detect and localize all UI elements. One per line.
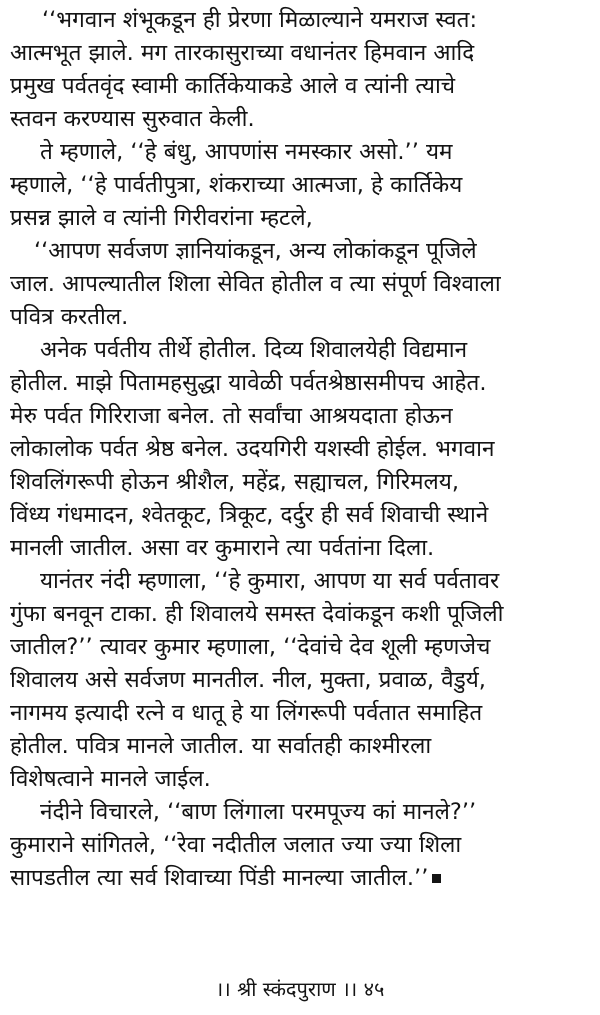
text-line: होतील. पवित्र मानले जातील. या सर्वातही काश्मीरला (10, 733, 432, 759)
text-line: लोकालोक पर्वत श्रेष्ठ बनेल. उदयगिरी यशस्वी होईल. भगवान (10, 436, 495, 462)
text-line: पवित्र करतील. (10, 304, 129, 330)
text-line: जातील?’’ त्यावर कुमार म्हणाला, ‘‘देवांचे देव शूली म्हणजेच (10, 634, 491, 660)
text-line: अनेक पर्वतीय तीर्थे होतील. दिव्य शिवालयेही विद्यमान (40, 337, 468, 363)
text-line: शिवालय असे सर्वजण मानतील. नील, मुक्ता, प्रवाळ, वैडुर्य, (10, 667, 486, 693)
text-line: मानली जातील. असा वर कुमाराने त्या पर्वतांना दिला. (10, 535, 435, 561)
text-line: ‘‘आपण सर्वजण ज्ञानियांकडून, अन्य लोकांकडून पूजिले (34, 238, 477, 264)
text-line: कुमाराने सांगितले, ‘‘रेवा नदीतील जलात ज्या ज्या शिला (10, 832, 462, 858)
text-line: मेरु पर्वत गिरिराजा बनेल. तो सर्वांचा आश्रयदाता होऊन (10, 403, 453, 429)
text-line: स्तवन करण्यास सुरुवात केली. (10, 106, 255, 132)
text-line: नागमय इत्यादी रत्ने व धातू हे या लिंगरूपी पर्वतात समाहित (10, 700, 483, 726)
text-line: जाल. आपल्यातील शिला सेवित होतील व त्या संपूर्ण विश्वाला (10, 271, 501, 297)
text-line: ‘‘भगवान शंभूकडून ही प्रेरणा मिळाल्याने यमराज स्वत: (42, 7, 478, 33)
text-line: यानंतर नंदी म्हणाला, ‘‘हे कुमारा, आपण या सर्व पर्वतावर (40, 568, 500, 594)
end-of-section-mark (432, 874, 441, 883)
body-text (10, 4, 592, 895)
text-line: विशेषत्वाने मानले जाईल. (10, 766, 211, 792)
text-line: प्रसन्न झाले व त्यांनी गिरीवरांना म्हटले, (10, 205, 313, 231)
text-line: विंध्य गंधमादन, श्वेतकूट, त्रिकूट, दर्दुर ही सर्व शिवाची स्थाने (10, 502, 489, 528)
text-line: प्रमुख पर्वतवृंद स्वामी कार्तिकेयाकडे आले व त्यांनी त्याचे (10, 73, 456, 99)
text-line: ते म्हणाले, ‘‘हे बंधु, आपणांस नमस्कार असो.’’ यम (40, 139, 453, 165)
text-line-last (10, 862, 592, 895)
text-line: म्हणाले, ‘‘हे पार्वतीपुत्रा, शंकराच्या आत्मजा, हे कार्तिकेय (10, 172, 463, 198)
text-line: आत्मभूत झाले. मग तारकासुराच्या वधानंतर हिमवान आदि (10, 40, 475, 66)
text-line: होतील. माझे पितामहसुद्धा यावेळी पर्वतश्रेष्ठासमीपच आहेत. (10, 370, 487, 396)
text-line: शिवलिंगरूपी होऊन श्रीशैल, महेंद्र, सह्याचल, गिरिमलय, (10, 469, 460, 495)
text-line: नंदीने विचारले, ‘‘बाण लिंगाला परमपूज्य कां मानले?’’ (40, 799, 477, 825)
page-footer: ।। श्री स्कंदपुराण ।। ४५ (215, 977, 385, 1001)
last-line-text: सापडतील त्या सर्व शिवाच्या पिंडी मानल्या जातील.’’ (10, 865, 429, 891)
text-line: गुंफा बनवून टाका. ही शिवालये समस्त देवांकडून कशी पूजिली (10, 601, 504, 627)
